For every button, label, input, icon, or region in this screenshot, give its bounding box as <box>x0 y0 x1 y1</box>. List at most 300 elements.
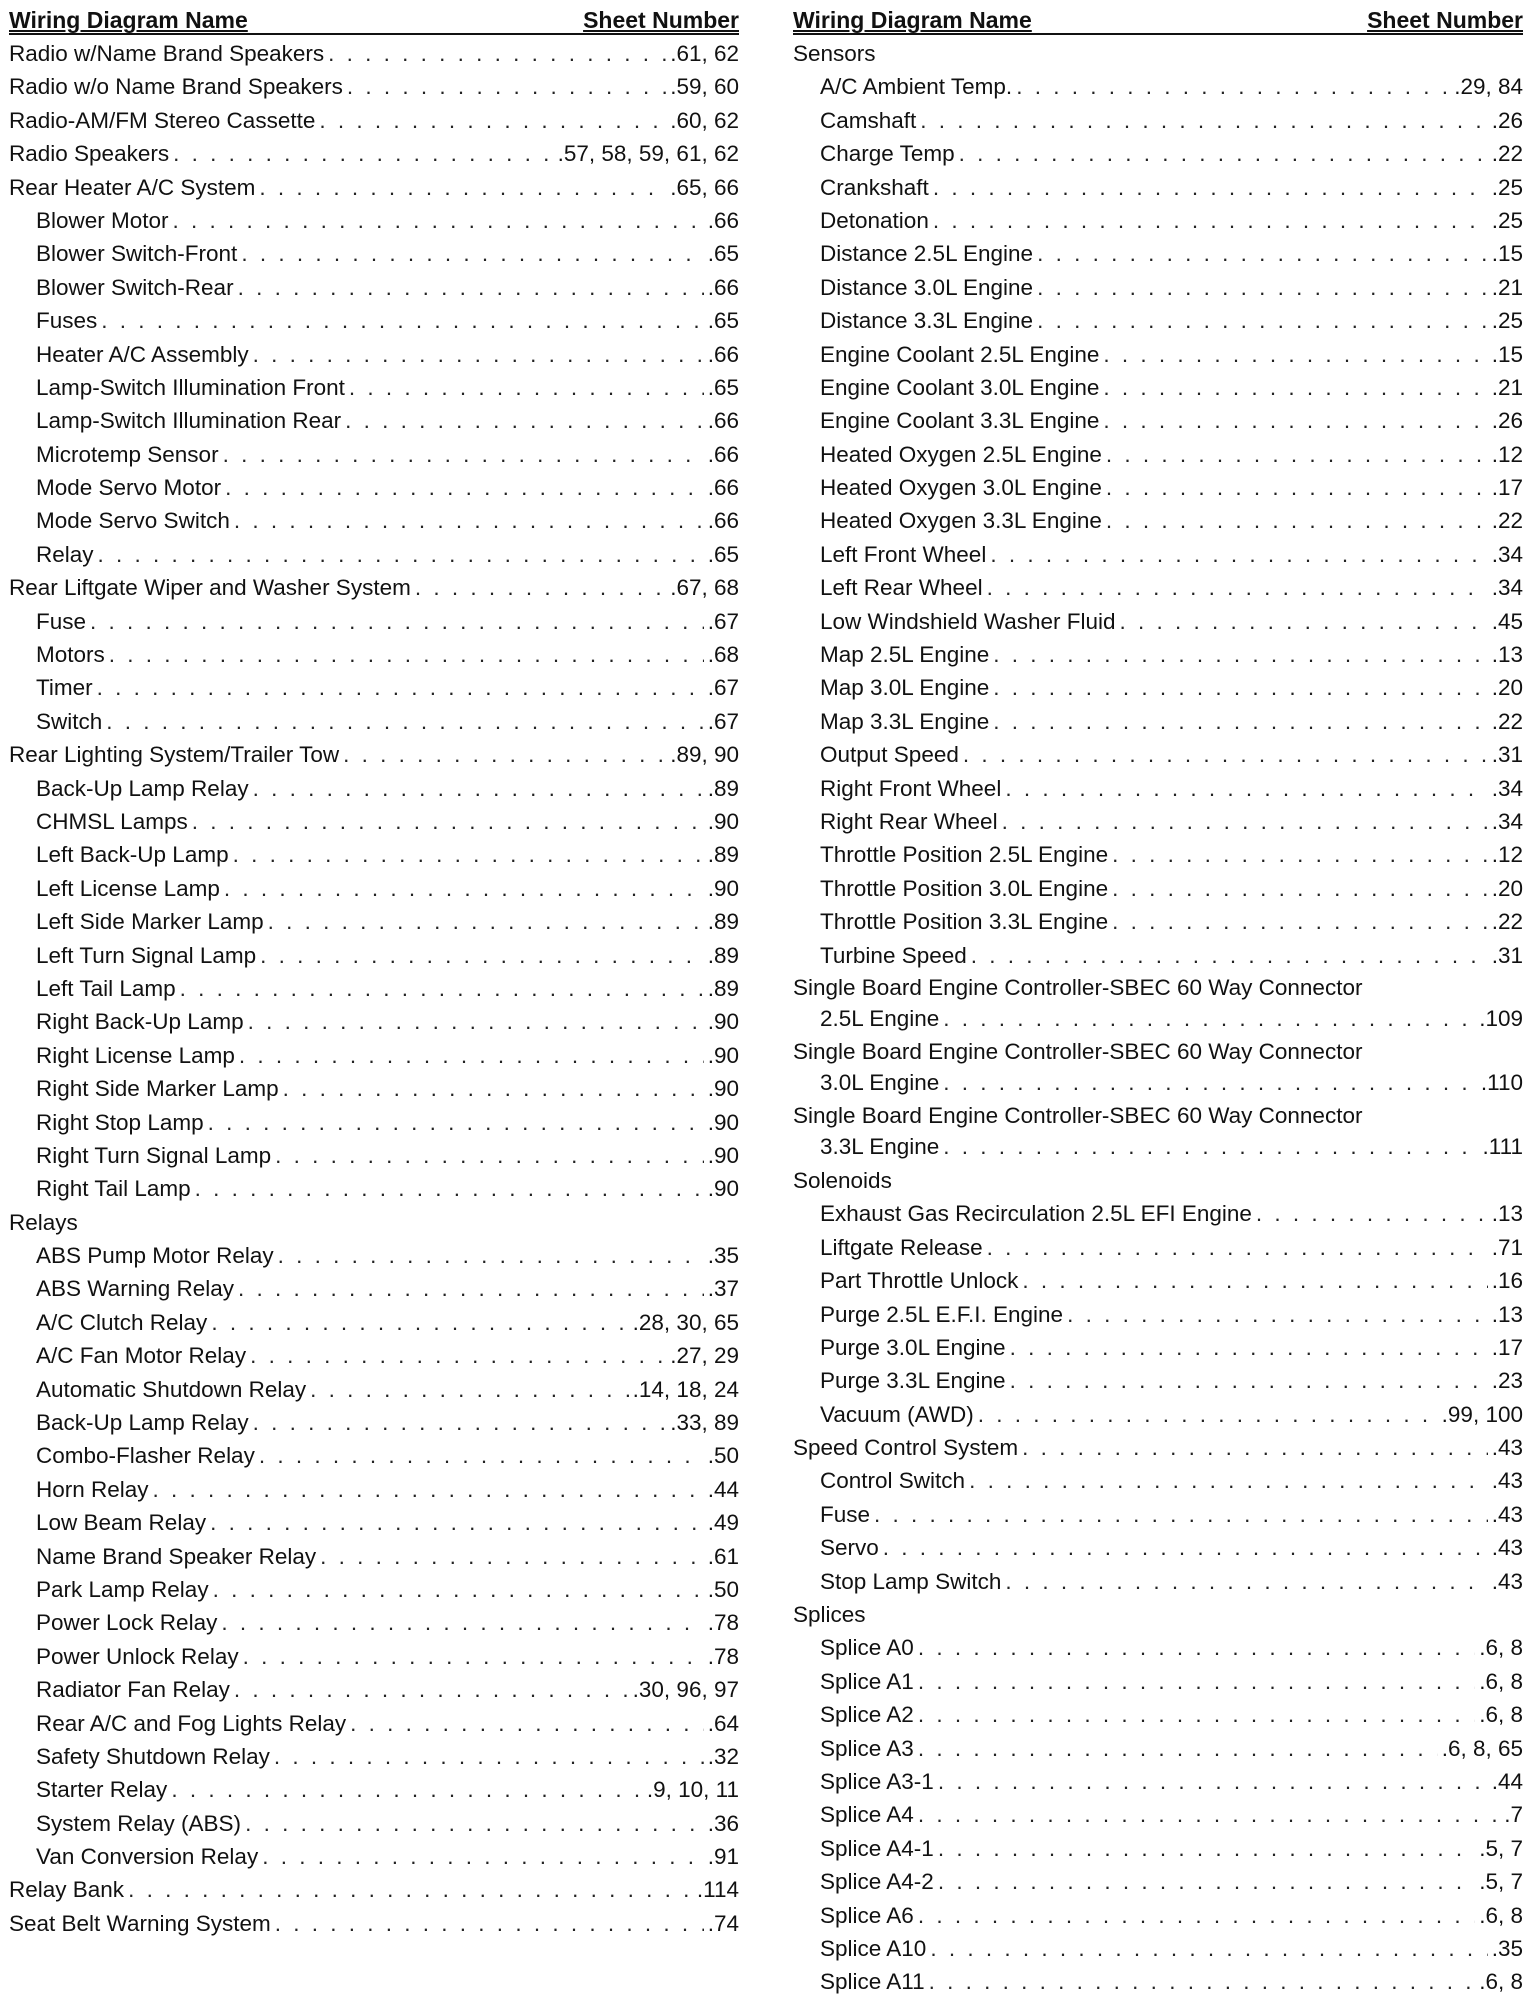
entry-name: Rear A/C and Fog Lights Relay <box>36 1710 347 1736</box>
entry-name: Splice A3 <box>820 1735 914 1761</box>
dot-leader <box>987 571 1488 604</box>
entry-sheet-number: .43 <box>1491 1501 1523 1527</box>
entry-sheet-number: .34 <box>1491 541 1523 567</box>
index-entry <box>9 1239 739 1272</box>
index-entry <box>9 571 739 604</box>
entry-sheet-number: .25 <box>1491 207 1523 233</box>
index-entry <box>9 905 739 938</box>
entry-sheet-number: .34 <box>1491 575 1523 601</box>
entry-name: Relay Bank <box>9 1877 125 1903</box>
dot-leader <box>278 1239 704 1272</box>
entry-name: Speed Control System <box>793 1435 1019 1461</box>
entry-name: Right Turn Signal Lamp <box>36 1142 272 1168</box>
index-entry <box>9 338 739 371</box>
index-entry <box>9 104 739 137</box>
index-entry <box>9 1606 739 1639</box>
index-entry <box>9 70 739 103</box>
entry-name: Fuse <box>820 1501 871 1527</box>
index-entry <box>793 104 1523 137</box>
index-entry <box>9 1807 739 1840</box>
dot-leader <box>990 538 1487 571</box>
entry-sheet-number: .6, 8 <box>1479 1969 1523 1995</box>
dot-leader <box>153 1473 704 1506</box>
entry-name: Safety Shutdown Relay <box>36 1743 270 1769</box>
dot-leader <box>1106 471 1488 504</box>
dot-leader <box>1112 872 1488 905</box>
entry-name: Engine Coolant 3.3L Engine <box>820 408 1100 434</box>
column-header <box>9 4 739 35</box>
entry-sheet-number: .6, 8 <box>1479 1702 1523 1728</box>
index-entry <box>9 872 739 905</box>
entry-name: Stop Lamp Switch <box>820 1568 1002 1594</box>
index-entry <box>793 838 1523 871</box>
index-entry <box>793 671 1523 704</box>
index-entry <box>9 805 739 838</box>
dot-leader <box>978 1398 1438 1431</box>
entry-name: Map 3.0L Engine <box>820 675 990 701</box>
header-sheet-number: Sheet Number <box>1367 7 1523 33</box>
entry-sheet-number: .5, 7 <box>1479 1869 1523 1895</box>
entry-sheet-number: .15 <box>1491 341 1523 367</box>
entry-sheet-number: .5, 7 <box>1479 1835 1523 1861</box>
index-entry <box>9 1540 739 1573</box>
entry-name: Single Board Engine Controller-SBEC 60 Way Connector <box>793 974 1363 1000</box>
index-entry <box>9 37 739 70</box>
entry-name: Single Board Engine Controller-SBEC 60 Way Connector <box>793 1038 1363 1064</box>
entry-sheet-number: .90 <box>707 1009 739 1035</box>
index-entry <box>9 1707 739 1740</box>
entry-sheet-number: .27, 29 <box>670 1343 739 1369</box>
entry-sheet-number: .43 <box>1491 1568 1523 1594</box>
entry-sheet-number: .49 <box>707 1510 739 1536</box>
entry-sheet-number: .26 <box>1491 107 1523 133</box>
dot-leader <box>310 1373 629 1406</box>
entry-name: Purge 2.5L E.F.I. Engine <box>820 1301 1064 1327</box>
dot-leader <box>943 1003 1475 1034</box>
index-entry <box>9 671 739 704</box>
index-entry <box>793 1865 1523 1898</box>
entry-sheet-number: .44 <box>1491 1768 1523 1794</box>
entry-sheet-number: .17 <box>1491 475 1523 501</box>
entry-sheet-number: .114 <box>696 1877 739 1903</box>
entry-name: Left Front Wheel <box>820 541 987 567</box>
entry-name: Blower Switch-Front <box>36 241 238 267</box>
entry-name: Distance 3.0L Engine <box>820 274 1034 300</box>
header-diagram-name: Wiring Diagram Name <box>793 7 1032 33</box>
entry-name: Splice A4-1 <box>820 1835 934 1861</box>
dot-leader <box>320 1540 704 1573</box>
index-entry <box>9 638 739 671</box>
entry-sheet-number: .67 <box>707 708 739 734</box>
entry-sheet-number: .90 <box>707 1076 739 1102</box>
dot-leader <box>283 1072 704 1105</box>
entry-sheet-number: .89 <box>707 975 739 1001</box>
index-entry <box>9 1406 739 1439</box>
entry-name: Combo-Flasher Relay <box>36 1443 255 1469</box>
entry-sheet-number: .65, 66 <box>670 174 739 200</box>
dot-leader <box>1103 404 1487 437</box>
index-entry <box>9 1106 739 1139</box>
entry-name: Heated Oxygen 3.3L Engine <box>820 508 1102 534</box>
dot-leader <box>233 838 704 871</box>
index-entry <box>793 438 1523 471</box>
dot-leader <box>938 1832 1475 1865</box>
entry-name: Microtemp Sensor <box>36 441 219 467</box>
index-entry <box>793 972 1523 1003</box>
entry-name: Radio Speakers <box>9 141 170 167</box>
index-entry <box>793 1197 1523 1230</box>
entry-name: Mode Servo Switch <box>36 508 230 534</box>
dot-leader <box>1016 70 1450 103</box>
entry-sheet-number: .66 <box>707 207 739 233</box>
entry-name: Turbine Speed <box>820 942 967 968</box>
entry-sheet-number: .66 <box>707 441 739 467</box>
entry-name: Detonation <box>820 207 929 233</box>
dot-leader <box>248 1005 704 1038</box>
entry-name: Splice A1 <box>820 1668 914 1694</box>
dot-leader <box>259 1439 704 1472</box>
entry-name: Distance 3.3L Engine <box>820 308 1034 334</box>
entry-sheet-number: .60, 62 <box>670 107 739 133</box>
entry-sheet-number: .90 <box>707 1042 739 1068</box>
entry-name: Charge Temp <box>820 141 955 167</box>
entry-sheet-number: .43 <box>1491 1468 1523 1494</box>
dot-leader <box>969 1464 1488 1497</box>
entry-sheet-number: .29, 84 <box>1454 74 1523 100</box>
dot-leader <box>1005 772 1487 805</box>
entry-sheet-number: .6, 8 <box>1479 1635 1523 1661</box>
entry-sheet-number: .89 <box>707 842 739 868</box>
dot-leader <box>319 104 666 137</box>
index-entry <box>9 1306 739 1339</box>
entry-name: A/C Clutch Relay <box>36 1309 208 1335</box>
dot-leader <box>918 1698 1475 1731</box>
entry-sheet-number: .65 <box>707 241 739 267</box>
entry-sheet-number: .25 <box>1491 174 1523 200</box>
dot-leader <box>918 1899 1475 1932</box>
index-entry <box>793 1298 1523 1331</box>
entry-name: Fuse <box>36 608 87 634</box>
entry-name: Right License Lamp <box>36 1042 235 1068</box>
index-entry <box>793 772 1523 805</box>
entry-sheet-number: .90 <box>707 875 739 901</box>
dot-leader <box>211 1306 628 1339</box>
entry-name: Output Speed <box>820 742 959 768</box>
entry-name: Heated Oxygen 2.5L Engine <box>820 441 1102 467</box>
index-entry <box>9 471 739 504</box>
entry-sheet-number: .65 <box>707 541 739 567</box>
index-entry <box>9 705 739 738</box>
entry-sheet-number: .66 <box>707 274 739 300</box>
entry-sheet-number: .66 <box>707 341 739 367</box>
index-entry <box>9 1907 739 1940</box>
dot-leader <box>1106 438 1488 471</box>
index-entry <box>9 371 739 404</box>
entry-name: Power Lock Relay <box>36 1610 218 1636</box>
dot-leader <box>260 939 704 972</box>
dot-leader <box>1112 838 1488 871</box>
entry-name: Throttle Position 3.0L Engine <box>820 875 1109 901</box>
entry-sheet-number: .57, 58, 59, 61, 62 <box>557 141 739 167</box>
dot-leader <box>993 671 1487 704</box>
entry-sheet-number: .65 <box>707 374 739 400</box>
entry-sheet-number: .78 <box>707 1610 739 1636</box>
entry-sheet-number: .13 <box>1491 642 1523 668</box>
entry-sheet-number: .22 <box>1491 909 1523 935</box>
entry-name: Low Beam Relay <box>36 1510 207 1536</box>
entry-sheet-number: .12 <box>1491 441 1523 467</box>
entry-sheet-number: .32 <box>707 1743 739 1769</box>
entry-name: Right Stop Lamp <box>36 1109 204 1135</box>
index-entry <box>793 571 1523 604</box>
index-entry <box>9 1139 739 1172</box>
dot-leader <box>920 104 1487 137</box>
entry-name: Splice A6 <box>820 1902 914 1928</box>
entry-sheet-number: .25 <box>1491 308 1523 334</box>
index-entry <box>9 204 739 237</box>
index-entry <box>793 1965 1523 1998</box>
index-entry <box>793 271 1523 304</box>
entry-name: A/C Ambient Temp. <box>820 74 1013 100</box>
entry-name: Rear Liftgate Wiper and Washer System <box>9 575 411 601</box>
dot-leader <box>90 605 704 638</box>
entry-name: Radiator Fan Relay <box>36 1677 230 1703</box>
dot-leader <box>933 204 1488 237</box>
entry-name: Splice A11 <box>820 1969 925 1995</box>
index-entry <box>793 1531 1523 1564</box>
dot-leader <box>938 1865 1475 1898</box>
entry-sheet-number: .50 <box>707 1443 739 1469</box>
dot-leader <box>274 1740 704 1773</box>
entry-sheet-number: .37 <box>707 1276 739 1302</box>
dot-leader <box>234 1673 629 1706</box>
entry-sheet-number: .30, 96, 97 <box>632 1677 739 1703</box>
dot-leader <box>180 972 704 1005</box>
index-list-left <box>9 35 739 1940</box>
index-entry <box>793 171 1523 204</box>
dot-leader <box>1112 905 1488 938</box>
entry-sheet-number: .64 <box>707 1710 739 1736</box>
entry-name: Park Lamp Relay <box>36 1576 209 1602</box>
entry-name: Splices <box>793 1602 866 1628</box>
entry-name: A/C Fan Motor Relay <box>36 1343 247 1369</box>
dot-leader <box>918 1665 1475 1698</box>
dot-leader <box>1010 1364 1488 1397</box>
entry-sheet-number: .66 <box>707 475 739 501</box>
entry-name: Power Unlock Relay <box>36 1643 239 1669</box>
index-entry <box>793 538 1523 571</box>
index-entry <box>793 1100 1523 1131</box>
entry-sheet-number: .90 <box>707 1109 739 1135</box>
entry-name: Starter Relay <box>36 1777 168 1803</box>
entry-sheet-number: .45 <box>1491 608 1523 634</box>
index-entry <box>793 1431 1523 1464</box>
dot-leader <box>239 1039 704 1072</box>
dot-leader <box>1010 1331 1488 1364</box>
entry-name: Right Side Marker Lamp <box>36 1076 279 1102</box>
entry-name: Camshaft <box>820 107 917 133</box>
entry-sheet-number: .17 <box>1491 1334 1523 1360</box>
dot-leader <box>253 1406 667 1439</box>
entry-name: Lamp-Switch Illumination Rear <box>36 408 342 434</box>
entry-name: Rear Lighting System/Trailer Tow <box>9 742 340 768</box>
entry-sheet-number: .67, 68 <box>670 575 739 601</box>
index-entry <box>793 137 1523 170</box>
entry-sheet-number: .6, 8 <box>1479 1668 1523 1694</box>
dot-leader <box>415 571 666 604</box>
dot-leader <box>213 1573 704 1606</box>
entry-name: CHMSL Lamps <box>36 808 188 834</box>
dot-leader <box>224 872 704 905</box>
index-entry <box>793 371 1523 404</box>
index-entry <box>793 705 1523 738</box>
dot-leader <box>993 705 1487 738</box>
entry-name: Relay <box>36 541 94 567</box>
entry-name: Mode Servo Motor <box>36 475 222 501</box>
entry-name: Control Switch <box>820 1468 966 1494</box>
entry-name: System Relay (ABS) <box>36 1810 242 1836</box>
entry-name: Servo <box>820 1535 879 1561</box>
dot-leader <box>98 538 704 571</box>
dot-leader <box>223 438 704 471</box>
dot-leader <box>173 137 554 170</box>
index-entry <box>793 404 1523 437</box>
index-entry <box>793 1832 1523 1865</box>
entry-sheet-number: .31 <box>1491 942 1523 968</box>
entry-name: Fuses <box>36 308 98 334</box>
entry-name: Van Conversion Relay <box>36 1844 259 1870</box>
entry-name: 3.3L Engine <box>820 1133 940 1159</box>
entry-sheet-number: .89 <box>707 942 739 968</box>
entry-sheet-number: .20 <box>1491 675 1523 701</box>
dot-leader <box>1037 304 1488 337</box>
entry-name: Name Brand Speaker Relay <box>36 1543 317 1569</box>
entry-name: Back-Up Lamp Relay <box>36 775 249 801</box>
index-entry <box>793 605 1523 638</box>
index-entry <box>9 772 739 805</box>
dot-leader <box>259 171 666 204</box>
entry-name: Throttle Position 2.5L Engine <box>820 842 1109 868</box>
index-entry <box>9 271 739 304</box>
index-entry <box>9 538 739 571</box>
dot-leader <box>234 504 704 537</box>
dot-leader <box>1022 1264 1487 1297</box>
entry-sheet-number: .68 <box>707 642 739 668</box>
index-entry <box>9 1039 739 1072</box>
index-entry <box>9 404 739 437</box>
entry-sheet-number: .66 <box>707 508 739 534</box>
index-entry <box>9 1573 739 1606</box>
dot-leader <box>883 1531 1488 1564</box>
index-entry <box>9 1005 739 1038</box>
entry-name: 3.0L Engine <box>820 1069 940 1095</box>
dot-leader <box>933 171 1488 204</box>
dot-leader <box>1022 1431 1488 1464</box>
dot-leader <box>275 1907 704 1940</box>
entry-name: Splice A3-1 <box>820 1768 934 1794</box>
index-entry <box>9 1740 739 1773</box>
index-entry <box>9 1272 739 1305</box>
entry-sheet-number: .111 <box>1482 1133 1523 1159</box>
entry-sheet-number: .35 <box>707 1243 739 1269</box>
dot-leader <box>241 237 703 270</box>
entry-name: Engine Coolant 2.5L Engine <box>820 341 1100 367</box>
index-entry <box>793 805 1523 838</box>
dot-leader <box>343 738 666 771</box>
entry-sheet-number: .61, 62 <box>670 41 739 66</box>
dot-leader <box>210 1506 704 1539</box>
dot-leader <box>938 1765 1488 1798</box>
index-entry <box>9 1673 739 1706</box>
entry-name: Part Throttle Unlock <box>820 1268 1019 1294</box>
entry-sheet-number: .22 <box>1491 708 1523 734</box>
dot-leader <box>173 204 704 237</box>
index-entry <box>9 1873 739 1906</box>
entry-name: 2.5L Engine <box>820 1005 940 1031</box>
dot-leader <box>109 638 704 671</box>
index-entry <box>793 1732 1523 1765</box>
dot-leader <box>1037 271 1488 304</box>
index-entry <box>9 1172 739 1205</box>
entry-sheet-number: .99, 100 <box>1441 1401 1523 1427</box>
dot-leader <box>1106 504 1488 537</box>
entry-name: Splice A10 <box>820 1935 927 1961</box>
entry-name: Rear Heater A/C System <box>9 174 256 200</box>
entry-name: Blower Motor <box>36 207 169 233</box>
dot-leader <box>1002 805 1488 838</box>
entry-name: Splice A4-2 <box>820 1869 934 1895</box>
entry-name: Automatic Shutdown Relay <box>36 1376 307 1402</box>
entry-sheet-number: .43 <box>1491 1535 1523 1561</box>
entry-name: Radio w/o Name Brand Speakers <box>9 74 343 100</box>
index-entry <box>793 1131 1523 1164</box>
entry-sheet-number: .43 <box>1491 1435 1523 1461</box>
dot-leader <box>225 471 704 504</box>
index-entry <box>793 1698 1523 1731</box>
entry-name: Radio-AM/FM Stereo Cassette <box>9 107 316 133</box>
entry-sheet-number: .28, 30, 65 <box>632 1309 739 1335</box>
dot-leader <box>1256 1197 1488 1230</box>
dot-leader <box>245 1807 704 1840</box>
dot-leader <box>874 1498 1488 1531</box>
entry-name: Switch <box>36 708 103 734</box>
index-entry <box>793 738 1523 771</box>
index-entry <box>793 905 1523 938</box>
entry-sheet-number: .78 <box>707 1643 739 1669</box>
index-entry <box>793 1598 1523 1631</box>
entry-name: Map 3.3L Engine <box>820 708 990 734</box>
dot-leader <box>208 1106 704 1139</box>
index-entry <box>9 137 739 170</box>
entry-sheet-number: .89, 90 <box>670 742 739 768</box>
entry-sheet-number: .6, 8 <box>1479 1902 1523 1928</box>
entry-sheet-number: .36 <box>707 1810 739 1836</box>
dot-leader <box>943 1131 1478 1162</box>
index-entry <box>793 1067 1523 1100</box>
entry-sheet-number: .22 <box>1491 141 1523 167</box>
index-entry <box>793 1498 1523 1531</box>
index-entry <box>793 204 1523 237</box>
entry-sheet-number: .110 <box>1480 1069 1523 1095</box>
index-entry <box>9 1506 739 1539</box>
entry-sheet-number: .71 <box>1491 1234 1523 1260</box>
entry-name: Left Back-Up Lamp <box>36 842 229 868</box>
entry-name: Exhaust Gas Recirculation 2.5L EFI Engine <box>820 1201 1252 1227</box>
dot-leader <box>171 1773 643 1806</box>
entry-sheet-number: .90 <box>707 808 739 834</box>
index-entry <box>9 171 739 204</box>
entry-sheet-number: .13 <box>1491 1201 1523 1227</box>
